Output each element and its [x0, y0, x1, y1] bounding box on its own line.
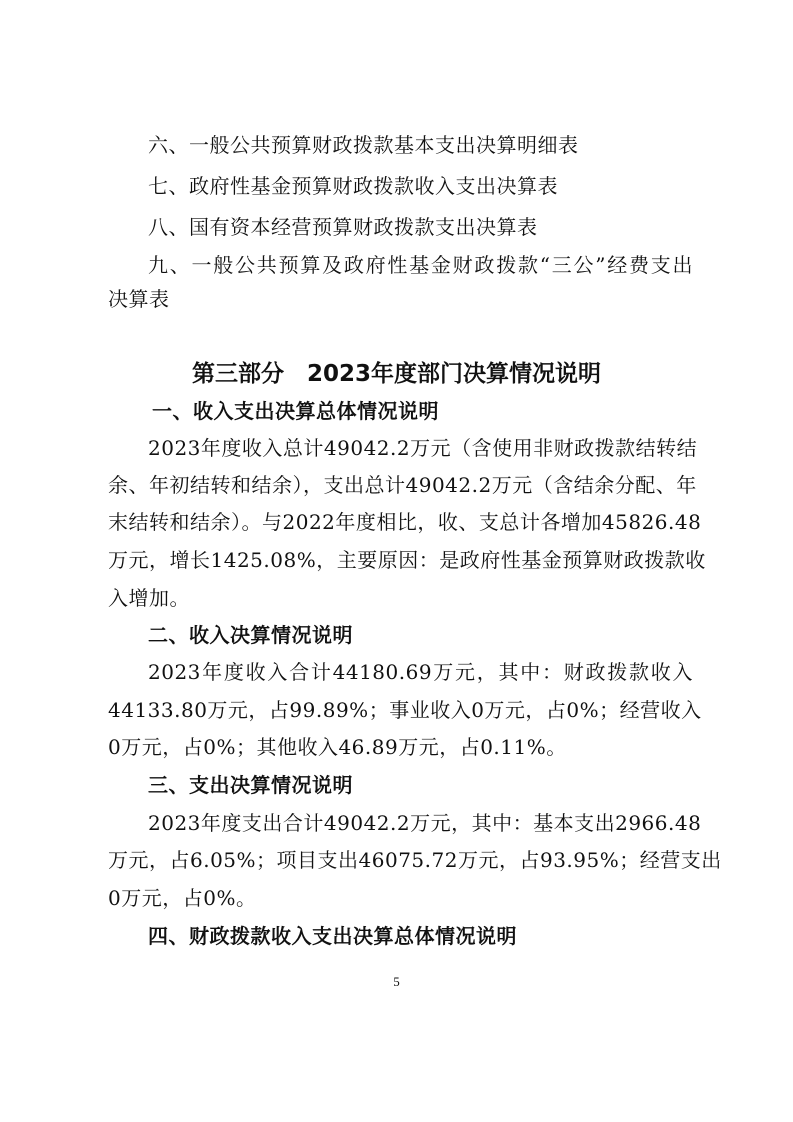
list-item-9: 九、一般公共预算及政府性基金财政拨款“三公”经费支出: [148, 253, 693, 277]
paragraph-line: 末结转和结余）。与2022年度相比，收、支总计各增加45826.48: [108, 510, 702, 534]
list-item-7: 七、政府性基金预算财政拨款收入支出决算表: [148, 174, 558, 198]
section-heading-3: 三、支出决算情况说明: [148, 773, 353, 797]
paragraph-line: 2023年度收入总计49042.2万元（含使用非财政拨款结转结: [148, 436, 698, 460]
paragraph-line: 44133.80万元，占99.89%；事业收入0万元，占0%；经营收入: [108, 698, 702, 722]
list-item-9-continued: 决算表: [108, 287, 170, 311]
part-title: 第三部分 2023年度部门决算情况说明: [191, 361, 601, 387]
paragraph-line: 余、年初结转和结余），支出总计49042.2万元（含结余分配、年: [108, 473, 697, 497]
paragraph-line: 万元，占6.05%；项目支出46075.72万元，占93.95%；经营支出: [108, 848, 722, 872]
list-item-8: 八、国有资本经营预算财政拨款支出决算表: [148, 215, 538, 239]
paragraph-line: 万元，增长1425.08%，主要原因：是政府性基金预算财政拨款收: [108, 548, 706, 572]
paragraph-line: 0万元，占0%。: [108, 886, 257, 910]
section-heading-1: 一、收入支出决算总体情况说明: [152, 399, 439, 423]
list-item-6: 六、一般公共预算财政拨款基本支出决算明细表: [148, 133, 579, 157]
section-heading-4: 四、财政拨款收入支出决算总体情况说明: [148, 924, 517, 948]
section-heading-2: 二、收入决算情况说明: [148, 623, 353, 647]
paragraph-line: 入增加。: [108, 586, 190, 610]
paragraph-line: 2023年度收入合计44180.69万元，其中：财政拨款收入: [148, 660, 693, 684]
page-number: 5: [393, 974, 400, 989]
paragraph-line: 0万元，占0%；其他收入46.89万元，占0.11%。: [108, 735, 567, 759]
paragraph-line: 2023年度支出合计49042.2万元，其中：基本支出2966.48: [148, 811, 702, 835]
